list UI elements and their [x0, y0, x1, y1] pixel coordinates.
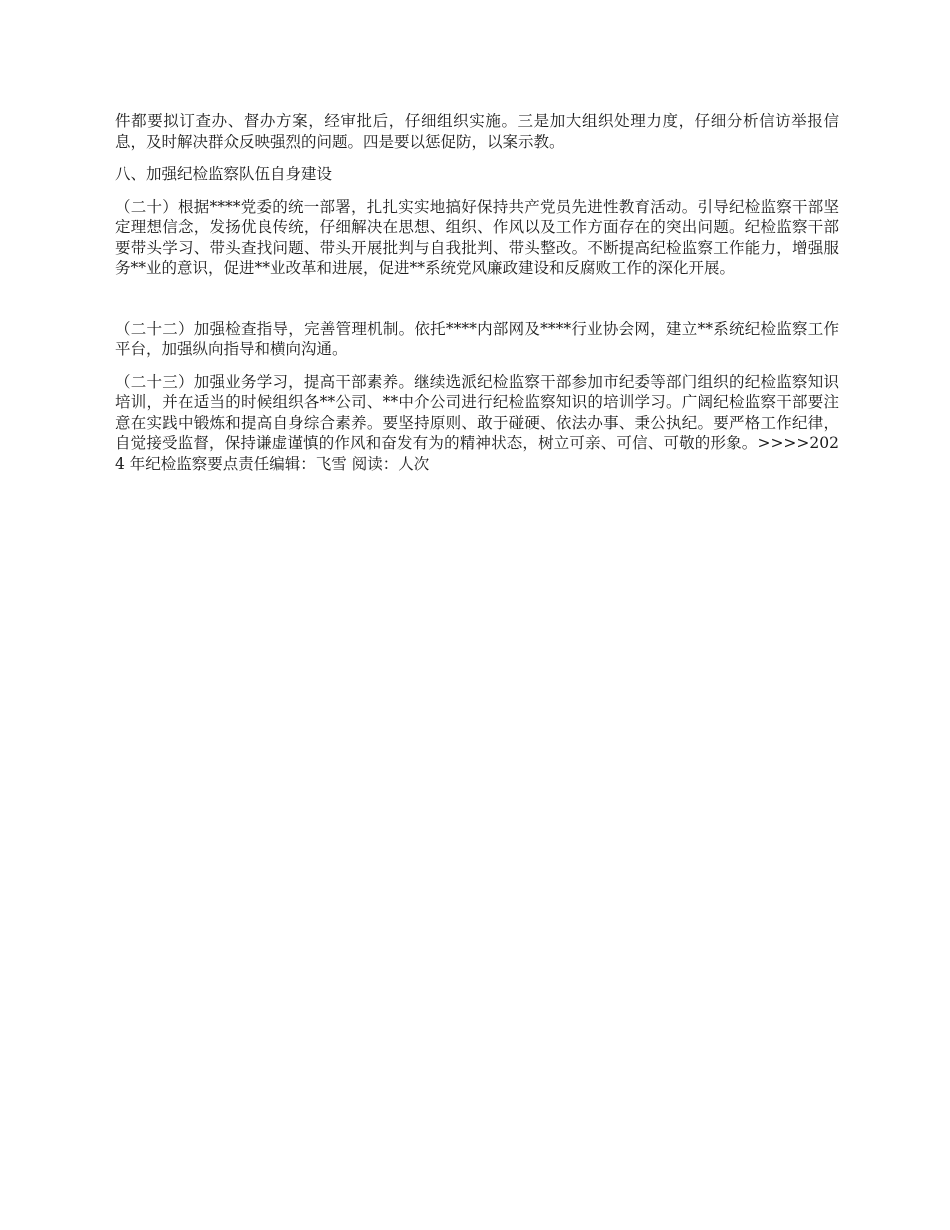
blank-gap [115, 291, 839, 319]
document-body [115, 111, 839, 486]
paragraph-item-20: （二十）根据****党委的统一部署，扎扎实实地搞好保持共产党员先进性教育活动。引导纪检监察干部坚定理想信念，发扬优良传统，仔细解决在思想、组织、作风以及工作方面存在的突出问题。纪检监察干部要带头学习、带头查找问题、带头开展批判与自我批判、带头整改。不断提高纪检监察工作能力，增强服务**业的意识，促进**业改革和进展，促进**系统党风廉政建设和反腐败工作的深化开展。 [115, 197, 839, 277]
paragraph-item-22: （二十二）加强检查指导，完善管理机制。依托****内部网及****行业协会网，建立**系统纪检监察工作平台，加强纵向指导和横向沟通。 [115, 319, 839, 358]
section-heading: 八、加强纪检监察队伍自身建设 [115, 165, 333, 183]
paragraph-item-23: （二十三）加强业务学习，提高干部素养。继续选派纪检监察干部参加市纪委等部门组织的纪检监察知识培训，并在适当的时候组织各**公司、**中介公司进行纪检监察知识的培训学习。广阔纪检监察干部要注意在实践中锻炼和提高自身综合素养。要坚持原则、敢于碰硬、依法办事、秉公执纪。要严格工作纪律，自觉接受监督，保持谦虚谨慎的作风和奋发有为的精神状态，树立可亲、可信、可敬的形象。>>>>2024 年纪检监察要点责任编辑：飞雪 阅读：人次 [115, 372, 839, 473]
paragraph-continuation: 件都要拟订查办、督办方案，经审批后，仔细组织实施。三是加大组织处理力度，仔细分析信访举报信息，及时解决群众反映强烈的问题。四是要以惩促防，以案示教。 [115, 112, 839, 151]
